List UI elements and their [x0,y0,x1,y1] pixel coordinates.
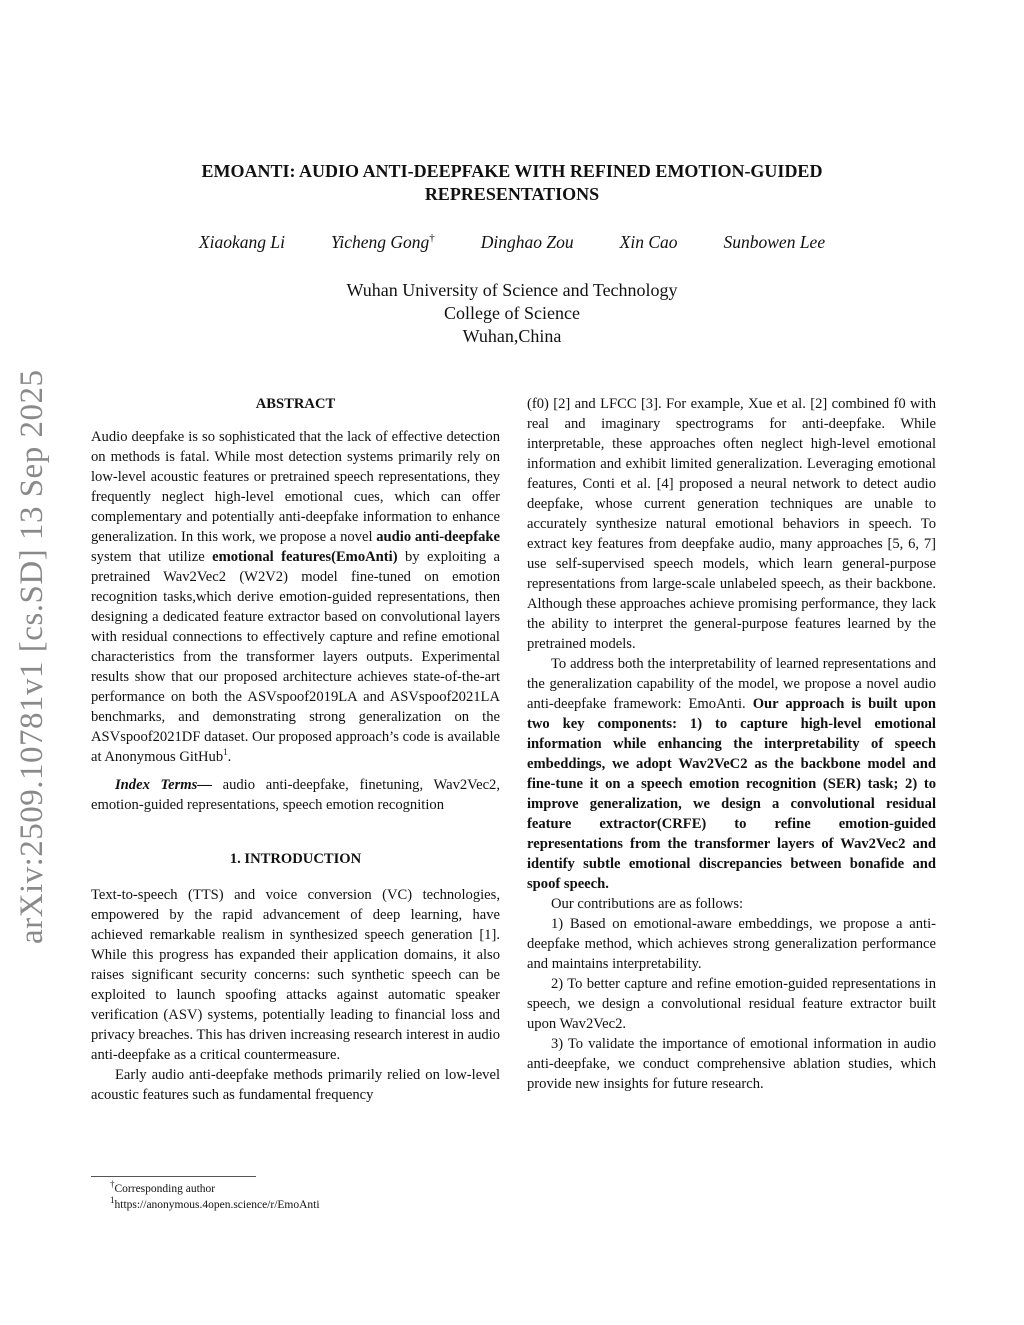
right-paragraph-1: (f0) [2] and LFCC [3]. For example, Xue et al. [2] combined f0 with real and imaginary spectrograms for anti-deepfake. While interpretable, these approaches often neglect high-level emotional information and exhibit limited generalization. Leveraging emotional features, Conti et al. [4] proposed a neural network to detect audio deepfake, whose current generation techniques are unable to accurately synthesize natural emotional behaviors in speech. To extract key features from deepfake audio, many approaches [5, 6, 7] use self-supervised speech models, which learn general-purpose representations from large-scale unlabeled speech, as their backbone. Although these approaches achieve promising performance, they lack the ability to interpret the general-purpose features learned by the pretrained models. [527,396,936,652]
author-list [100,232,924,253]
introduction-heading: 1. INTRODUCTION [229,851,362,867]
author-name: Xiaokang Li [198,232,285,252]
contribution-item-3: 3) To validate the importance of emotional information in audio anti-deepfake, we conduct comprehensive ablation studies, which provide new insights for future research. [527,1036,936,1092]
affiliation-college: College of Science [444,303,580,323]
arxiv-identifier-stamp: arXiv:2509.10781v1 [cs.SD] 13 Sep 2025 [14,370,50,945]
contributions-intro: Our contributions are as follows: [551,896,744,912]
right-column [527,394,936,1094]
paper-title [120,160,904,206]
index-terms: Index Terms— audio anti-deepfake, finetuning, Wav2Vec2, emotion-guided representations, speech emotion recognition [91,777,501,813]
footnote-github: $^1$https://anonymous.4open.science/r/EmoAnti [110,1195,320,1211]
author-name: Yicheng Gong† [330,232,435,252]
contribution-item-1: 1) Based on emotional-aware embeddings, we propose a anti-deepfake method, which achieves strong generalization performance and maintains interpretability. [527,916,936,972]
abstract-text: Audio deepfake is so sophisticated that the lack of effective detection on methods is fatal. While most detection systems primarily rely on low-level acoustic features or pretrained speech representations, they frequently neglect high-level emotional cues, which can offer complementary and potentially anti-deepfake information to enhance generalization. In this work, we propose a novel audio anti-deepfake system that utilize emotional features(EmoAnti) by exploiting a pretrained Wav2Vec2 (W2V2) model fine-tuned on emotion recognition tasks,which derive emotion-guided representations, then designing a dedicated feature extractor based on convolutional layers with residual connections to effectively capture and refine emotional characteristics from the transformer layers outputs. Experimental results show that our proposed architecture achieves state-of-the-art performance on both the ASVspoof2019LA and ASVspoof2021LA benchmarks, and demonstrating strong generalization on the ASVspoof2021DF dataset. Our proposed approach’s code is available at Anonymous GitHub$^1$. [91,429,501,765]
corresponding-author-mark: † [429,232,435,245]
footnote-ref: 1 [223,747,228,758]
author-name: Xin Cao [619,232,678,252]
author-name: Dinghao Zou [480,232,574,252]
title-line-2: REPRESENTATIONS [424,184,600,204]
author-name: Sunbowen Lee [723,232,826,252]
footnote-corresponding: †Corresponding author [110,1179,216,1195]
contribution-item-2: 2) To better capture and refine emotion-guided representations in speech, we design a convolutional residual feature extractor built upon Wav2Vec2. [527,976,936,1032]
footnote-divider [91,1176,256,1177]
affiliation-block [200,279,824,348]
abstract-heading: ABSTRACT [255,396,336,412]
intro-paragraph-1: Text-to-speech (TTS) and voice conversion (VC) technologies, empowered by the rapid advancement of deep learning, have achieved remarkable realism in synthesized speech generation [1]. While this progress has expanded their application domains, it also raises significant security concerns: such synthetic speech can be exploited to launch spoofing attacks against automatic speaker verification (ASV) systems, potentially leading to financial loss and privacy breaches. This has driven increasing research interest in audio anti-deepfake as a critical countermeasure. [91,887,501,1063]
intro-paragraph-2: Early audio anti-deepfake methods primarily relied on low-level acoustic features such as fundamental frequency [91,1067,500,1103]
affiliation-university: Wuhan University of Science and Technology [346,280,678,300]
affiliation-city: Wuhan,China [462,326,562,346]
left-column [91,394,500,1105]
title-line-1: EMOANTI: AUDIO ANTI-DEEPFAKE WITH REFINED EMOTION-GUIDED [201,161,823,181]
right-paragraph-2: To address both the interpretability of learned representations and the generalization capability of the model, we propose a novel audio anti-deepfake framework: EmoAnti. Our approach is built upon two key components: 1) to capture high-level emotional information while enhancing the interpretability of speech embeddings, we adopt Wav2VeC2 as the backbone model and fine-tune it on a speech emotion recognition (SER) task; 2) to improve generalization, we design a convolutional residual feature extractor(CRFE) to refine emotion-guided representations from the transformer layers of Wav2Vec2 and identify subtle emotional discrepancies between bonafide and spoof speech. [527,656,936,892]
